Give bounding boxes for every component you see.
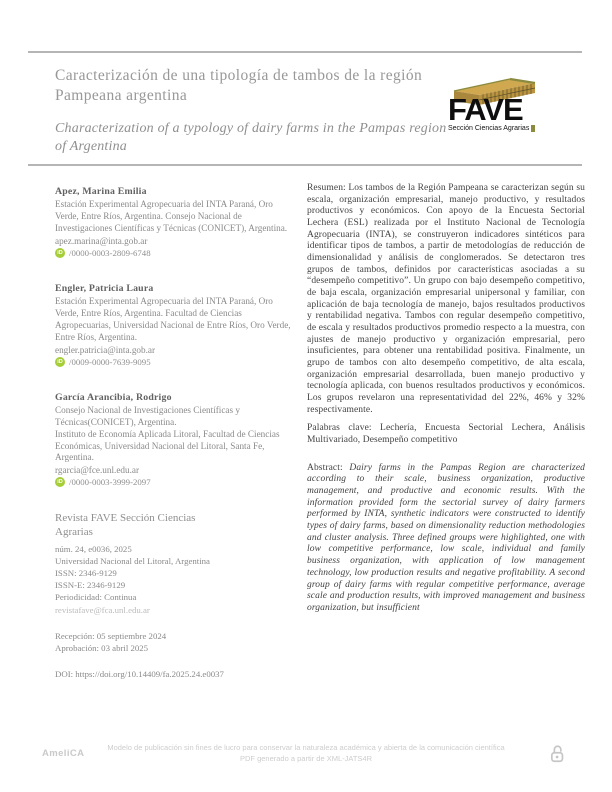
fave-logo-subtitle bbox=[448, 125, 540, 132]
doi-link[interactable]: DOI: https://doi.org/10.14409/fa.2025.24.e0037 bbox=[55, 669, 224, 680]
journal-issue: núm. 24, e0036, 2025 bbox=[55, 543, 132, 554]
author-affiliation: Estación Experimental Agropecuaria del INTA Paraná, Oro Verde, Entre Ríos, Argentina. Consejo Nacional de Investigaciones Científicas y Técnicas (CONICET), Argentina. bbox=[55, 199, 288, 233]
open-access-lock-icon bbox=[548, 743, 565, 765]
author-block-2 bbox=[55, 283, 297, 367]
author-email-link[interactable]: engler.patricia@inta.gob.ar bbox=[55, 344, 156, 355]
keywords-body: Lechería, Encuesta Sectorial Lechera, Análisis Multivariado, Desempeño competitivo bbox=[307, 423, 585, 446]
footer-note-line1: Modelo de publicación sin fines de lucro para conservar la naturaleza académica y abierta de la comunicación científica bbox=[107, 743, 505, 752]
author-name: Apez, Marina Emilia bbox=[55, 186, 147, 197]
metadata-column bbox=[55, 186, 297, 679]
abstract-es-body: Los tambos de la Región Pampeana se caracterizan según su escala, organización empresarial, manejo productivo, y resultados productivos y económicos. Con apoyo de la Encuesta Sectorial Lechera (ESL) realizada por el Instituto Nacional de Tecnología Agropecuaria (INTA), se construyeron indicadores sintéticos para identificar tipos de tambos, a partir de metodologías de reducción de dimensionalidad y análisis de conglomerados. Se detectaron tres grupos de tambos, definidos por características asociadas a su “desempeño competitivo”. Un grupo con bajo desempeño competitivo, de baja escala, organización empresarial unipersonal y familiar, con aplicación de baja tecnología de manejo, bajos resultados productivos y rentabilidad negativa. Tambos con regular desempeño competitivo, de escala y resultados productivos promedio respecto a la muestra, con ajustes de manejo productivo y organización empresarial, pero insuficientes, para obtener una rentabilidad positiva. Finalmente, un grupo de tambos con alto desempeño competitivo, de alta escala, organización empresarial desarrollada, buen manejo productivo y tecnología aplicada, con buenos resultados productivos y económicos. Los grupos revelaron una representatividad del 22%, 46% y 32% respectivamente. bbox=[307, 183, 585, 415]
author-affiliation: Consejo Nacional de Investigaciones Científicas y Técnicas(CONICET), Argentina. bbox=[55, 404, 240, 427]
footer-note bbox=[96, 742, 516, 765]
article-title-es: Caracterización de una tipología de tambos de la región Pampeana argentina bbox=[55, 67, 423, 105]
orcid-icon: iD bbox=[55, 477, 65, 487]
author-orcid-link[interactable] bbox=[55, 477, 297, 487]
dates-block bbox=[55, 630, 297, 656]
amelica-logo: AmeliCA bbox=[42, 748, 85, 759]
fave-journal-logo bbox=[448, 76, 540, 148]
author-email-link[interactable]: rgarcia@fce.unl.edu.ar bbox=[55, 465, 140, 476]
orcid-id: /0009-0000-7639-9095 bbox=[69, 356, 151, 367]
abstract-en-body: Dairy farms in the Pampas Region are characterized according to their scale, business organization, productive management, and productive and economic results. With the information provided form the sectorial survey of dairy farmers performed by INTA, synthetic indicators were constructed to identify types of dairy farms, based on dimensionality reduction methodologies and cluster analysis. Three defined groups were highlighted, one with low competitive performance, low scale, individual and family business organization, with application of low management technology, low production results and negative profitability. A second group of dairy farms with regular competitive performance, average scale and production results, with improved management and business organization, but insufficient bbox=[307, 462, 585, 613]
approval-date: Aprobación: 03 abril 2025 bbox=[55, 643, 149, 654]
journal-info-block bbox=[55, 512, 297, 615]
keywords-label: Palabras clave: bbox=[307, 423, 372, 434]
orcid-icon: iD bbox=[55, 357, 65, 367]
reception-date: Recepción: 05 septiembre 2024 bbox=[55, 630, 167, 641]
orcid-icon: iD bbox=[55, 248, 65, 258]
author-affiliation-secondary: Instituto de Economía Aplicada Litoral, Facultad de Ciencias Económicas, Universidad Nacional del Litoral, Santa Fe, Argentina. bbox=[55, 428, 280, 463]
abstract-column bbox=[307, 183, 585, 615]
abstract-en-paragraph bbox=[307, 463, 585, 615]
author-block-1 bbox=[55, 186, 297, 258]
mid-divider bbox=[28, 164, 582, 166]
author-name: Engler, Patricia Laura bbox=[55, 282, 154, 294]
orcid-id: /0000-0003-2809-6748 bbox=[69, 247, 151, 258]
footer-note-line2: PDF generado a partir de XML-JATS4R bbox=[239, 754, 372, 764]
author-block-3 bbox=[55, 392, 297, 488]
fave-logo-green-bar bbox=[531, 125, 535, 132]
abstract-es-label: Resumen: bbox=[307, 183, 346, 193]
journal-publisher: Universidad Nacional del Litoral, Argentina bbox=[55, 556, 210, 567]
orcid-id: /0000-0003-3999-2097 bbox=[69, 477, 151, 488]
journal-issn: ISSN: 2346-9129 bbox=[55, 568, 117, 579]
journal-periodicity: Periodicidad: Continua bbox=[55, 592, 137, 603]
author-affiliation: Estación Experimental Agropecuaria del INTA Paraná, Oro Verde, Entre Ríos, Argentina. Facultad de Ciencias Agropecuarias, Universidad Nacional de Entre Ríos, Oro Verde, Entre Ríos, Argentina. bbox=[55, 295, 291, 342]
top-divider bbox=[28, 51, 582, 53]
author-name: García Arancibia, Rodrigo bbox=[55, 391, 172, 403]
author-orcid-link[interactable] bbox=[55, 357, 297, 367]
abstract-es-paragraph bbox=[307, 183, 585, 416]
fave-logo-subtitle-text: Sección Ciencias Agrarias bbox=[448, 125, 530, 132]
journal-issn-e: ISSN-E: 2346-9129 bbox=[55, 580, 126, 591]
fave-logo-wordmark: FAVE bbox=[448, 92, 523, 127]
journal-name: Revista FAVE Sección Ciencias Agrarias bbox=[55, 512, 196, 539]
abstract-en-label: Abstract: bbox=[307, 462, 343, 473]
author-email-link[interactable]: apez.marina@inta.gob.ar bbox=[55, 235, 148, 246]
keywords-paragraph bbox=[307, 423, 585, 446]
journal-email-link[interactable]: revistafave@fca.unl.edu.ar bbox=[55, 604, 150, 615]
author-orcid-link[interactable] bbox=[55, 248, 297, 258]
article-title-en: Characterization of a typology of dairy farms in the Pampas region of Argentina bbox=[55, 121, 447, 155]
